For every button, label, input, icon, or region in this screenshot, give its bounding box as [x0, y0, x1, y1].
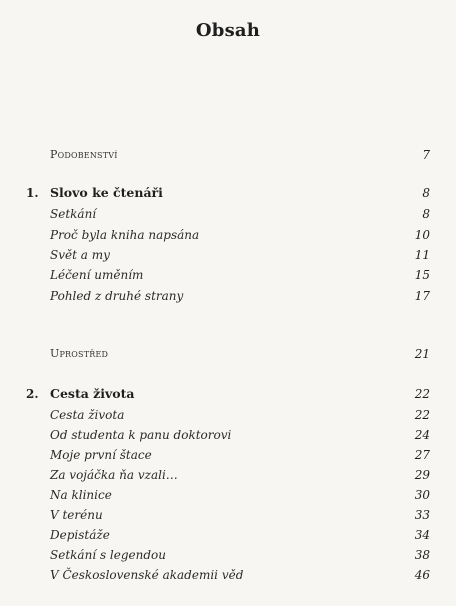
- toc-entry-label: Proč byla kniha napsána: [50, 228, 200, 242]
- toc-entry-row: [0, 526, 456, 544]
- toc-page-number: 15: [414, 268, 430, 282]
- toc-page-number: 8: [422, 207, 430, 221]
- toc-entry-label: Svět a my: [50, 248, 110, 262]
- toc-chapter-label: Cesta života: [50, 386, 135, 401]
- toc-entry-label: Setkání: [50, 207, 97, 221]
- toc-section-label: Uprostřed: [50, 347, 109, 360]
- toc-entry-row: [0, 446, 456, 464]
- toc-entry-label: Od studenta k panu doktorovi: [50, 428, 232, 442]
- toc-entry-label: Za vojáčka ňa vzali…: [50, 468, 178, 482]
- page-title: Obsah: [195, 20, 261, 41]
- toc-entry-label: Cesta života: [50, 408, 125, 422]
- toc-entry-label: Na klinice: [50, 488, 112, 502]
- toc-page-number: 8: [422, 186, 430, 200]
- toc-page-number: 21: [414, 347, 430, 361]
- toc-page-number: 27: [414, 448, 430, 462]
- toc-entry-row: [0, 546, 456, 564]
- toc-page-number: 17: [414, 289, 430, 303]
- toc-page-number: 7: [422, 148, 430, 162]
- toc-chapter-row: [0, 385, 456, 403]
- toc-entry-label: Setkání s legendou: [50, 548, 167, 562]
- toc-entry-label: Moje první štace: [50, 448, 152, 462]
- toc-page-number: 34: [414, 528, 430, 542]
- toc-section-row: [0, 345, 456, 363]
- toc-chapter-row: [0, 184, 456, 202]
- toc-page-number: 38: [414, 548, 430, 562]
- toc-entry-label: V Československé akademii věd: [50, 568, 244, 582]
- toc-section-label: Podobenství: [50, 148, 118, 161]
- toc-entry-row: [0, 426, 456, 444]
- toc-entry-label: Pohled z druhé strany: [50, 289, 184, 303]
- toc-entry-row: [0, 287, 456, 305]
- toc-chapter-label: Slovo ke čtenáři: [50, 185, 163, 200]
- toc-entry-row: [0, 486, 456, 504]
- toc-entry-row: [0, 566, 456, 584]
- toc-entry-row: [0, 406, 456, 424]
- toc-entry-row: [0, 226, 456, 244]
- toc-entry-label: Léčení uměním: [50, 268, 144, 282]
- toc-entry-row: [0, 205, 456, 223]
- toc-entry-row: [0, 466, 456, 484]
- toc-page-number: 29: [414, 468, 430, 482]
- toc-section-row: [0, 146, 456, 164]
- toc-page-number: 22: [414, 408, 430, 422]
- toc-page-number: 10: [414, 228, 430, 242]
- toc-chapter-number: 2.: [26, 387, 39, 401]
- toc-page-number: 30: [414, 488, 430, 502]
- toc-entry-row: [0, 266, 456, 284]
- toc-entry-row: [0, 246, 456, 264]
- toc-page-number: 46: [414, 568, 430, 582]
- toc-entry-label: Depistáže: [50, 528, 110, 542]
- toc-chapter-number: 1.: [26, 186, 39, 200]
- toc-entry-label: V terénu: [50, 508, 103, 522]
- toc-page-number: 24: [414, 428, 430, 442]
- toc-page-number: 22: [414, 387, 430, 401]
- toc-page-number: 11: [414, 248, 430, 262]
- toc-entry-row: [0, 506, 456, 524]
- toc-page-number: 33: [414, 508, 430, 522]
